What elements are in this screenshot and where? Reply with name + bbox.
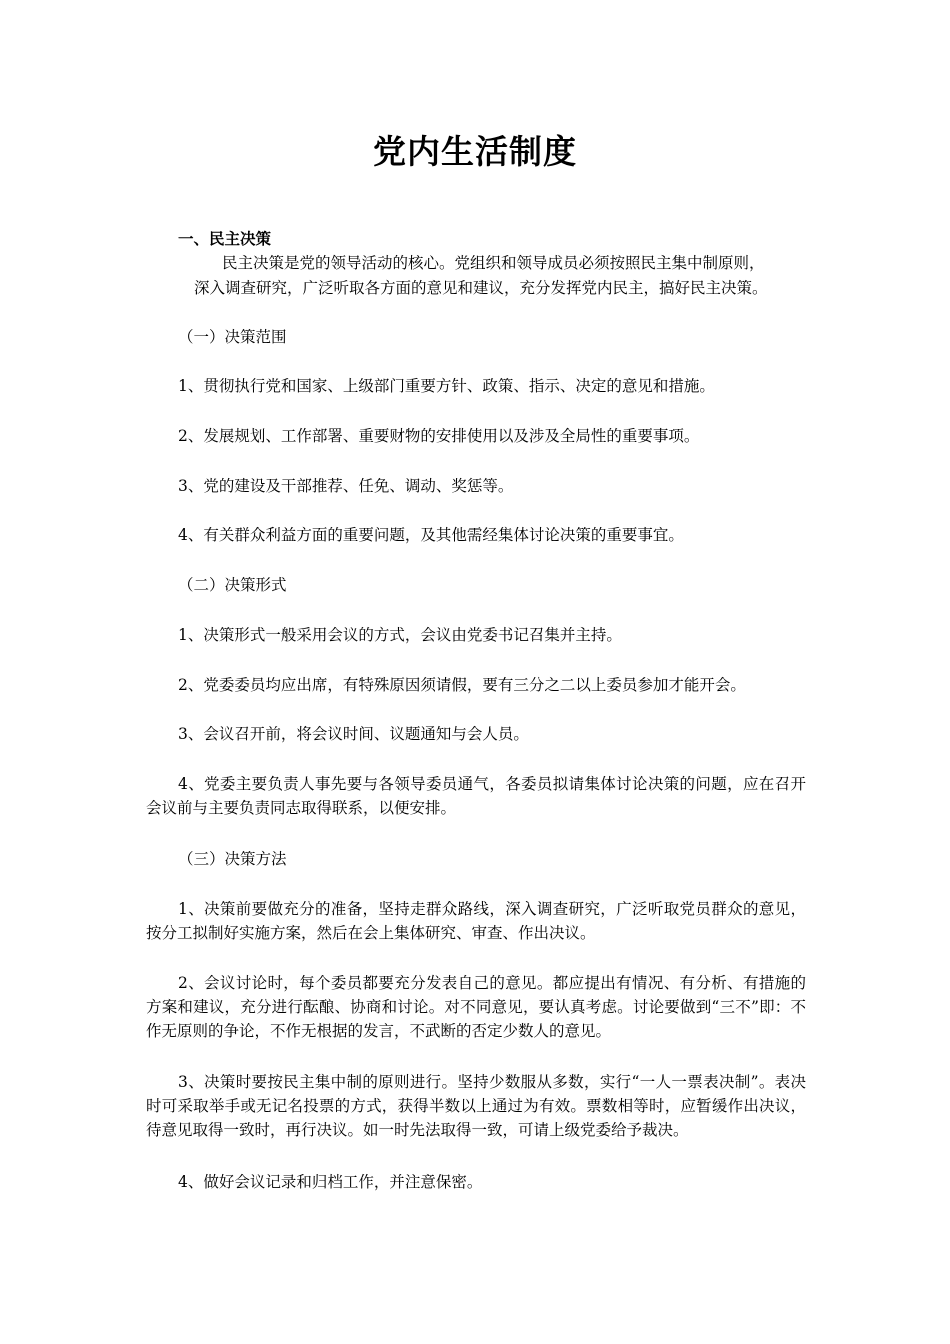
method-item: 1、决策前要做充分的准备，坚持走群众路线，深入调查研究，广泛听取党员群众的意见，按分工拟制好实施方案，然后在会上集体研究、审查、作出决议。 <box>146 900 806 942</box>
section-heading: 一、民主决策 <box>178 230 272 248</box>
method-item: 4、做好会议记录和归档工作，并注意保密。 <box>178 1173 483 1191</box>
form-item: 2、党委委员均应出席，有特殊原因须请假，要有三分之二以上委员参加才能开会。 <box>178 676 746 694</box>
subsection-heading-form: （二）决策形式 <box>178 576 287 594</box>
form-item: 3、会议召开前，将会议时间、议题通知与会人员。 <box>178 725 529 743</box>
form-item: 4、党委主要负责人事先要与各领导委员通气，各委员拟请集体讨论决策的问题，应在召开会议前与主要负责同志取得联系，以便安排。 <box>146 775 806 817</box>
scope-item: 4、有关群众利益方面的重要问题，及其他需经集体讨论决策的重要事宜。 <box>178 526 684 544</box>
subsection-heading-method: （三）决策方法 <box>178 850 287 868</box>
subsection-heading-scope: （一）决策范围 <box>178 328 287 346</box>
page-title: 党内生活制度 <box>373 132 577 171</box>
method-item: 3、决策时要按民主集中制的原则进行。坚持少数服从多数，实行“一人一票表决制”。表决时可采取举手或无记名投票的方式，获得半数以上通过为有效。票数相等时，应暂缓作出决议，待意见取得一致时，再行决议。如一时先法取得一致，可请上级党委给予裁决。 <box>146 1073 806 1139</box>
method-item: 2、会议讨论时，每个委员都要充分发表自己的意见。都应提出有情况、有分析、有措施的方案和建议，充分进行酝酿、协商和讨论。对不同意见，要认真考虑。讨论要做到“三不”即：不作无原则的争论，不作无根据的发言，不武断的否定少数人的意见。 <box>146 974 806 1040</box>
scope-item: 3、党的建设及干部推荐、任免、调动、奖惩等。 <box>178 477 514 495</box>
intro-line-1: 民主决策是党的领导活动的核心。党组织和领导成员必须按照民主集中制原则， <box>222 254 765 272</box>
scope-item: 2、发展规划、工作部署、重要财物的安排使用以及涉及全局性的重要事项。 <box>178 427 700 445</box>
intro-line-2: 深入调查研究，广泛听取各方面的意见和建议，充分发挥党内民主，搞好民主决策。 <box>194 279 768 297</box>
form-item: 1、决策形式一般采用会议的方式，会议由党委书记召集并主持。 <box>178 626 622 644</box>
scope-item: 1、贯彻执行党和国家、上级部门重要方针、政策、指示、决定的意见和措施。 <box>178 377 715 395</box>
